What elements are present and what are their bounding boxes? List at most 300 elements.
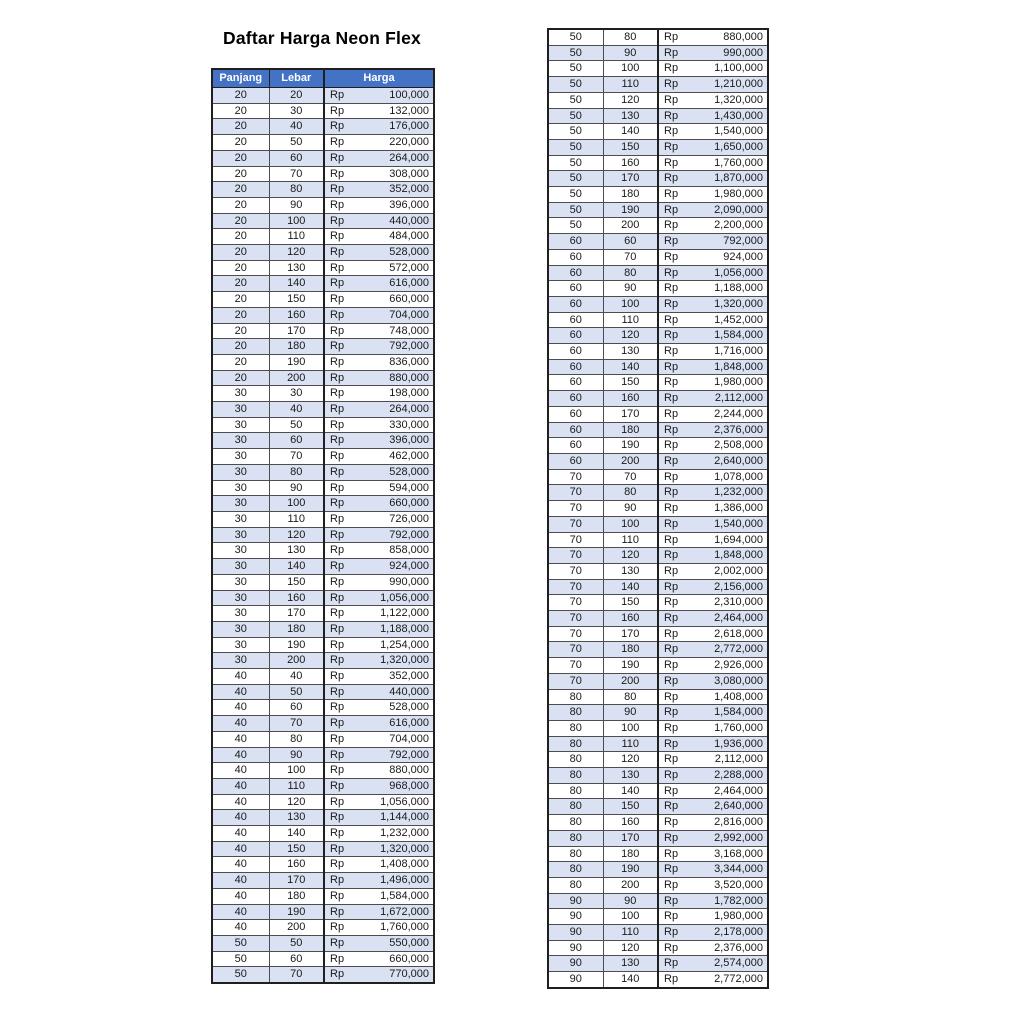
- table-row: [548, 673, 768, 689]
- lebar-cell: 50: [269, 684, 324, 700]
- table-row: [212, 511, 434, 527]
- harga-cell: [324, 826, 434, 842]
- currency-label: Rp: [664, 894, 679, 907]
- lebar-cell: 160: [603, 155, 658, 171]
- price-amount: 396,000: [389, 434, 429, 447]
- currency-label: Rp: [330, 214, 345, 227]
- currency-label: Rp: [664, 266, 679, 279]
- price-amount: 2,464,000: [714, 784, 763, 797]
- panjang-cell: 60: [548, 438, 603, 454]
- panjang-cell: 20: [212, 103, 269, 119]
- table-row: [548, 501, 768, 517]
- panjang-cell: 60: [548, 328, 603, 344]
- table-row: [212, 197, 434, 213]
- panjang-cell: 50: [548, 124, 603, 140]
- panjang-cell: 60: [548, 296, 603, 312]
- harga-cell: [324, 888, 434, 904]
- harga-cell: [658, 689, 768, 705]
- harga-cell: [658, 265, 768, 281]
- table-row: [548, 359, 768, 375]
- currency-label: Rp: [330, 622, 345, 635]
- panjang-cell: 70: [548, 532, 603, 548]
- currency-label: Rp: [330, 387, 345, 400]
- price-amount: 660,000: [389, 293, 429, 306]
- panjang-cell: 60: [548, 422, 603, 438]
- price-amount: 704,000: [389, 308, 429, 321]
- panjang-cell: 60: [548, 344, 603, 360]
- harga-cell: [658, 422, 768, 438]
- table-row: [212, 386, 434, 402]
- panjang-cell: 60: [548, 249, 603, 265]
- harga-cell: [658, 281, 768, 297]
- table-row: [212, 810, 434, 826]
- price-amount: 2,574,000: [714, 957, 763, 970]
- lebar-cell: 190: [269, 637, 324, 653]
- panjang-cell: 30: [212, 590, 269, 606]
- lebar-cell: 190: [269, 354, 324, 370]
- harga-cell: [658, 815, 768, 831]
- panjang-cell: 50: [548, 171, 603, 187]
- currency-label: Rp: [330, 261, 345, 274]
- panjang-cell: 20: [212, 292, 269, 308]
- price-amount: 1,430,000: [714, 109, 763, 122]
- price-amount: 1,232,000: [380, 827, 429, 840]
- price-amount: 2,376,000: [714, 941, 763, 954]
- lebar-cell: 200: [269, 920, 324, 936]
- lebar-cell: 100: [603, 909, 658, 925]
- lebar-cell: 160: [269, 307, 324, 323]
- panjang-cell: 30: [212, 559, 269, 575]
- panjang-cell: 70: [548, 673, 603, 689]
- harga-cell: [324, 103, 434, 119]
- currency-label: Rp: [664, 219, 679, 232]
- currency-label: Rp: [664, 486, 679, 499]
- table-row: [212, 464, 434, 480]
- lebar-cell: 90: [603, 705, 658, 721]
- currency-label: Rp: [664, 235, 679, 248]
- panjang-cell: 30: [212, 480, 269, 496]
- currency-label: Rp: [664, 62, 679, 75]
- currency-label: Rp: [664, 957, 679, 970]
- price-amount: 792,000: [723, 235, 763, 248]
- price-amount: 2,618,000: [714, 627, 763, 640]
- harga-cell: [324, 920, 434, 936]
- table-row: [212, 700, 434, 716]
- price-amount: 1,320,000: [380, 654, 429, 667]
- harga-cell: [324, 637, 434, 653]
- lebar-cell: 80: [603, 265, 658, 281]
- harga-cell: [658, 61, 768, 77]
- table-row: [212, 496, 434, 512]
- lebar-cell: 190: [603, 438, 658, 454]
- harga-cell: [324, 480, 434, 496]
- currency-label: Rp: [330, 779, 345, 792]
- price-amount: 1,408,000: [714, 690, 763, 703]
- table-row: [548, 972, 768, 988]
- currency-label: Rp: [664, 831, 679, 844]
- left-price-table: [211, 68, 435, 984]
- panjang-cell: 40: [212, 841, 269, 857]
- price-amount: 968,000: [389, 779, 429, 792]
- harga-cell: [324, 904, 434, 920]
- panjang-cell: 40: [212, 826, 269, 842]
- price-amount: 220,000: [389, 136, 429, 149]
- header-lebar: Lebar: [269, 69, 324, 88]
- harga-cell: [324, 229, 434, 245]
- panjang-cell: 90: [548, 893, 603, 909]
- table-row: [548, 595, 768, 611]
- table-row: [548, 328, 768, 344]
- currency-label: Rp: [330, 293, 345, 306]
- lebar-cell: 190: [603, 862, 658, 878]
- harga-cell: [658, 516, 768, 532]
- harga-cell: [324, 449, 434, 465]
- harga-cell: [324, 606, 434, 622]
- price-amount: 1,760,000: [380, 921, 429, 934]
- lebar-cell: 70: [269, 716, 324, 732]
- table-row: [212, 150, 434, 166]
- panjang-cell: 70: [548, 516, 603, 532]
- harga-cell: [324, 119, 434, 135]
- price-amount: 1,936,000: [714, 737, 763, 750]
- harga-cell: [324, 527, 434, 543]
- panjang-cell: 60: [548, 375, 603, 391]
- panjang-cell: 70: [548, 658, 603, 674]
- currency-label: Rp: [330, 104, 345, 117]
- price-amount: 2,002,000: [714, 564, 763, 577]
- price-amount: 1,122,000: [380, 607, 429, 620]
- harga-cell: [658, 673, 768, 689]
- table-row: [212, 920, 434, 936]
- lebar-cell: 170: [603, 626, 658, 642]
- price-amount: 770,000: [389, 968, 429, 981]
- harga-cell: [658, 391, 768, 407]
- harga-cell: [324, 354, 434, 370]
- price-amount: 1,584,000: [714, 329, 763, 342]
- panjang-cell: 70: [548, 579, 603, 595]
- lebar-cell: 70: [603, 249, 658, 265]
- currency-label: Rp: [664, 580, 679, 593]
- table-row: [548, 877, 768, 893]
- currency-label: Rp: [664, 910, 679, 923]
- currency-label: Rp: [330, 230, 345, 243]
- currency-label: Rp: [330, 308, 345, 321]
- currency-label: Rp: [330, 481, 345, 494]
- harga-cell: [324, 731, 434, 747]
- currency-label: Rp: [664, 596, 679, 609]
- currency-label: Rp: [330, 638, 345, 651]
- lebar-cell: 180: [603, 846, 658, 862]
- table-row: [212, 826, 434, 842]
- panjang-cell: 40: [212, 763, 269, 779]
- price-amount: 1,188,000: [380, 622, 429, 635]
- panjang-cell: 50: [548, 92, 603, 108]
- currency-label: Rp: [330, 732, 345, 745]
- harga-cell: [658, 736, 768, 752]
- price-amount: 924,000: [723, 250, 763, 263]
- harga-cell: [658, 155, 768, 171]
- harga-cell: [658, 799, 768, 815]
- harga-cell: [324, 433, 434, 449]
- price-amount: 2,288,000: [714, 769, 763, 782]
- harga-cell: [324, 574, 434, 590]
- table-row: [548, 799, 768, 815]
- currency-label: Rp: [664, 360, 679, 373]
- lebar-cell: 170: [603, 830, 658, 846]
- table-row: [212, 354, 434, 370]
- lebar-cell: 100: [269, 213, 324, 229]
- price-amount: 1,540,000: [714, 125, 763, 138]
- currency-label: Rp: [664, 297, 679, 310]
- panjang-cell: 20: [212, 354, 269, 370]
- panjang-cell: 90: [548, 909, 603, 925]
- harga-cell: [658, 77, 768, 93]
- table-row: [212, 292, 434, 308]
- currency-label: Rp: [664, 109, 679, 122]
- panjang-cell: 30: [212, 464, 269, 480]
- lebar-cell: 200: [269, 653, 324, 669]
- price-amount: 1,144,000: [380, 811, 429, 824]
- price-amount: 1,188,000: [714, 282, 763, 295]
- panjang-cell: 70: [548, 501, 603, 517]
- lebar-cell: 130: [603, 344, 658, 360]
- lebar-cell: 30: [269, 386, 324, 402]
- panjang-cell: 60: [548, 312, 603, 328]
- price-amount: 1,760,000: [714, 156, 763, 169]
- harga-cell: [324, 857, 434, 873]
- table-row: [548, 92, 768, 108]
- table-row: [212, 449, 434, 465]
- harga-cell: [658, 563, 768, 579]
- lebar-cell: 110: [603, 532, 658, 548]
- price-amount: 2,178,000: [714, 926, 763, 939]
- currency-label: Rp: [664, 627, 679, 640]
- table-row: [548, 642, 768, 658]
- table-row: [212, 323, 434, 339]
- panjang-cell: 60: [548, 406, 603, 422]
- harga-cell: [658, 312, 768, 328]
- harga-cell: [658, 752, 768, 768]
- page-title: Daftar Harga Neon Flex: [223, 28, 421, 48]
- currency-label: Rp: [330, 465, 345, 478]
- harga-cell: [658, 877, 768, 893]
- panjang-cell: 50: [548, 155, 603, 171]
- lebar-cell: 180: [269, 888, 324, 904]
- lebar-cell: 160: [603, 815, 658, 831]
- panjang-cell: 80: [548, 846, 603, 862]
- panjang-cell: 50: [548, 29, 603, 45]
- currency-label: Rp: [664, 800, 679, 813]
- harga-cell: [658, 956, 768, 972]
- price-amount: 462,000: [389, 450, 429, 463]
- lebar-cell: 50: [269, 135, 324, 151]
- table-row: [212, 103, 434, 119]
- price-amount: 2,772,000: [714, 643, 763, 656]
- harga-cell: [324, 417, 434, 433]
- table-row: [548, 77, 768, 93]
- currency-label: Rp: [664, 203, 679, 216]
- lebar-cell: 150: [269, 292, 324, 308]
- currency-label: Rp: [664, 439, 679, 452]
- table-row: [212, 480, 434, 496]
- panjang-cell: 20: [212, 119, 269, 135]
- price-amount: 550,000: [389, 936, 429, 949]
- harga-cell: [324, 323, 434, 339]
- currency-label: Rp: [330, 764, 345, 777]
- table-row: [548, 611, 768, 627]
- price-amount: 528,000: [389, 246, 429, 259]
- lebar-cell: 200: [603, 673, 658, 689]
- header-row: [212, 69, 434, 88]
- currency-label: Rp: [664, 549, 679, 562]
- price-amount: 1,980,000: [714, 910, 763, 923]
- panjang-cell: 70: [548, 469, 603, 485]
- harga-cell: [658, 972, 768, 988]
- panjang-cell: 20: [212, 339, 269, 355]
- currency-label: Rp: [330, 497, 345, 510]
- price-amount: 176,000: [389, 120, 429, 133]
- currency-label: Rp: [330, 151, 345, 164]
- price-amount: 1,848,000: [714, 360, 763, 373]
- currency-label: Rp: [330, 136, 345, 149]
- panjang-cell: 70: [548, 642, 603, 658]
- table-row: [548, 830, 768, 846]
- panjang-cell: 40: [212, 684, 269, 700]
- harga-cell: [658, 438, 768, 454]
- panjang-cell: 70: [548, 563, 603, 579]
- lebar-cell: 180: [269, 339, 324, 355]
- price-amount: 2,992,000: [714, 831, 763, 844]
- lebar-cell: 130: [603, 108, 658, 124]
- harga-cell: [658, 296, 768, 312]
- lebar-cell: 170: [269, 873, 324, 889]
- lebar-cell: 130: [269, 260, 324, 276]
- price-amount: 1,694,000: [714, 533, 763, 546]
- panjang-cell: 20: [212, 323, 269, 339]
- table-row: [212, 339, 434, 355]
- lebar-cell: 100: [269, 496, 324, 512]
- panjang-cell: 40: [212, 794, 269, 810]
- harga-cell: [324, 386, 434, 402]
- header-panjang: Panjang: [212, 69, 269, 88]
- price-amount: 1,782,000: [714, 894, 763, 907]
- harga-cell: [658, 783, 768, 799]
- table-row: [212, 606, 434, 622]
- panjang-cell: 40: [212, 731, 269, 747]
- table-row: [548, 281, 768, 297]
- currency-label: Rp: [330, 717, 345, 730]
- currency-label: Rp: [330, 324, 345, 337]
- lebar-cell: 60: [269, 700, 324, 716]
- currency-label: Rp: [330, 450, 345, 463]
- panjang-cell: 80: [548, 783, 603, 799]
- lebar-cell: 160: [603, 391, 658, 407]
- harga-cell: [658, 249, 768, 265]
- table-row: [548, 29, 768, 45]
- table-row: [548, 375, 768, 391]
- panjang-cell: 30: [212, 543, 269, 559]
- price-amount: 748,000: [389, 324, 429, 337]
- harga-cell: [658, 642, 768, 658]
- price-amount: 1,584,000: [714, 706, 763, 719]
- price-amount: 880,000: [723, 31, 763, 43]
- table-row: [548, 752, 768, 768]
- panjang-cell: 80: [548, 705, 603, 721]
- harga-cell: [658, 925, 768, 941]
- lebar-cell: 150: [603, 139, 658, 155]
- lebar-cell: 100: [603, 296, 658, 312]
- panjang-cell: 30: [212, 496, 269, 512]
- panjang-cell: 50: [548, 61, 603, 77]
- lebar-cell: 150: [603, 799, 658, 815]
- table-row: [548, 862, 768, 878]
- harga-cell: [324, 511, 434, 527]
- harga-cell: [324, 166, 434, 182]
- price-amount: 1,408,000: [380, 858, 429, 871]
- table-row: [212, 857, 434, 873]
- harga-cell: [658, 29, 768, 45]
- table-row: [212, 543, 434, 559]
- price-amount: 2,772,000: [714, 973, 763, 986]
- table-row: [548, 155, 768, 171]
- harga-cell: [658, 469, 768, 485]
- price-amount: 2,508,000: [714, 439, 763, 452]
- header-harga: Harga: [324, 69, 434, 88]
- table-row: [212, 731, 434, 747]
- panjang-cell: 70: [548, 626, 603, 642]
- currency-label: Rp: [664, 78, 679, 91]
- currency-label: Rp: [330, 905, 345, 918]
- table-row: [212, 574, 434, 590]
- harga-cell: [324, 763, 434, 779]
- currency-label: Rp: [664, 690, 679, 703]
- currency-label: Rp: [664, 517, 679, 530]
- harga-cell: [324, 747, 434, 763]
- table-row: [548, 391, 768, 407]
- panjang-cell: 80: [548, 862, 603, 878]
- price-amount: 2,376,000: [714, 423, 763, 436]
- currency-label: Rp: [330, 183, 345, 196]
- table-row: [212, 967, 434, 983]
- price-amount: 1,980,000: [714, 188, 763, 201]
- harga-cell: [324, 150, 434, 166]
- harga-cell: [324, 778, 434, 794]
- price-amount: 528,000: [389, 701, 429, 714]
- price-amount: 1,210,000: [714, 78, 763, 91]
- price-amount: 3,344,000: [714, 863, 763, 876]
- price-amount: 792,000: [389, 528, 429, 541]
- harga-cell: [324, 496, 434, 512]
- harga-cell: [324, 873, 434, 889]
- price-amount: 1,254,000: [380, 638, 429, 651]
- harga-cell: [658, 187, 768, 203]
- lebar-cell: 90: [269, 747, 324, 763]
- price-amount: 726,000: [389, 512, 429, 525]
- price-amount: 2,464,000: [714, 612, 763, 625]
- price-amount: 264,000: [389, 151, 429, 164]
- currency-label: Rp: [330, 811, 345, 824]
- currency-label: Rp: [330, 198, 345, 211]
- price-amount: 2,926,000: [714, 659, 763, 672]
- lebar-cell: 110: [603, 312, 658, 328]
- table-row: [212, 904, 434, 920]
- harga-cell: [658, 893, 768, 909]
- price-amount: 484,000: [389, 230, 429, 243]
- harga-cell: [658, 406, 768, 422]
- price-amount: 2,200,000: [714, 219, 763, 232]
- price-amount: 990,000: [723, 46, 763, 59]
- lebar-cell: 200: [603, 218, 658, 234]
